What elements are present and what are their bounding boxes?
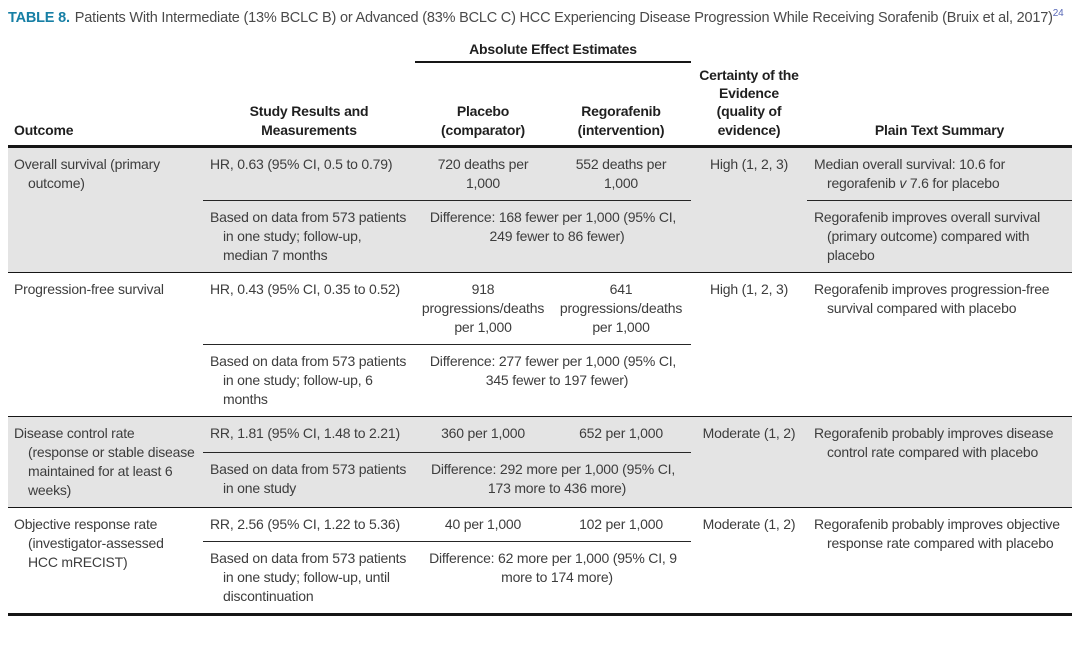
- summary-text: Median overall survival: 10.6 for regorafenib: [814, 155, 1006, 191]
- regorafenib-value-cell: 552 deaths per 1,000: [551, 146, 691, 200]
- column-header-outcome: Outcome: [8, 62, 203, 146]
- column-header-study-results: Study Results and Measurements: [203, 62, 415, 146]
- placebo-value-cell: 720 deaths per 1,000: [415, 146, 551, 200]
- study-result-cell: RR, 2.56 (95% CI, 1.22 to 5.36): [203, 508, 415, 542]
- table-title-text: Patients With Intermediate (13% BCLC B) or Advanced (83% BCLC C) HCC Experiencing Disease Progression While Receiving Sorafenib (Bruix et al, 2017): [74, 9, 1053, 26]
- certainty-cell: High (1, 2, 3): [691, 146, 807, 272]
- header-spacer: [691, 36, 1072, 62]
- table-row: [8, 146, 1072, 200]
- certainty-cell: Moderate (1, 2): [702, 516, 796, 533]
- citation-link[interactable]: 24: [1052, 8, 1064, 19]
- table-caption: [8, 7, 1072, 28]
- study-result-cell: HR, 0.43 (95% CI, 0.35 to 0.52): [203, 272, 415, 344]
- regorafenib-value-cell: 641 progressions/deaths per 1,000: [551, 272, 691, 344]
- study-result-cell: HR, 0.63 (95% CI, 0.5 to 0.79): [203, 146, 415, 200]
- table-header: [8, 36, 1072, 146]
- summary-bottom-cell: Regorafenib improves overall survival (primary outcome) compared with placebo: [807, 200, 1072, 272]
- column-header-plain-text-summary: Plain Text Summary: [807, 62, 1072, 146]
- column-header-certainty: Certainty of the Evidence (quality of evidence): [691, 62, 807, 146]
- difference-cell: Difference: 292 more per 1,000 (95% CI, 173 more to 436 more): [415, 452, 691, 508]
- outcome-cell: Objective response rate (investigator-assessed HCC mRECIST): [14, 516, 164, 571]
- versus-abbreviation: v: [899, 174, 907, 191]
- evidence-table: [8, 36, 1072, 617]
- summary-cell: Regorafenib probably improves objective response rate compared with placebo: [814, 516, 1060, 552]
- study-result-cell: RR, 1.81 (95% CI, 1.48 to 2.21): [203, 417, 415, 453]
- based-on-cell: Based on data from 573 patients in one study; follow-up, 6 months: [203, 345, 415, 417]
- based-on-cell: Based on data from 573 patients in one study: [203, 452, 415, 508]
- column-header-regorafenib: Regorafenib (intervention): [551, 62, 691, 146]
- summary-cell: Regorafenib improves progression-free survival compared with placebo: [807, 272, 1072, 416]
- summary-text: 7.6 for placebo: [906, 174, 1000, 191]
- column-header-placebo: Placebo (comparator): [415, 62, 551, 146]
- difference-cell: Difference: 277 fewer per 1,000 (95% CI, 345 fewer to 197 fewer): [415, 345, 691, 417]
- outcome-cell: Progression-free survival: [8, 272, 203, 416]
- outcome-cell: Overall survival (primary outcome): [8, 146, 203, 272]
- placebo-value-cell: 360 per 1,000: [415, 417, 551, 453]
- certainty-cell: Moderate (1, 2): [691, 417, 807, 508]
- difference-cell: Difference: 62 more per 1,000 (95% CI, 9 more to 174 more): [429, 550, 677, 586]
- summary-cell: Regorafenib probably improves disease control rate compared with placebo: [807, 417, 1072, 508]
- based-on-cell: Based on data from 573 patients in one study; follow-up, median 7 months: [203, 200, 415, 272]
- table-number-label: TABLE 8.: [8, 9, 70, 26]
- based-on-cell: Based on data from 573 patients in one study; follow-up, until discontinuation: [210, 550, 407, 605]
- table-row: [8, 272, 1072, 344]
- difference-cell: Difference: 168 fewer per 1,000 (95% CI, 249 fewer to 86 fewer): [415, 200, 691, 272]
- regorafenib-value-cell: 102 per 1,000: [551, 508, 691, 542]
- certainty-cell: High (1, 2, 3): [691, 272, 807, 416]
- summary-top-cell: [807, 146, 1072, 200]
- table-row: [8, 417, 1072, 453]
- header-spacer: [8, 36, 415, 62]
- outcome-cell: Disease control rate (response or stable disease maintained for at least 6 weeks): [8, 417, 203, 508]
- column-group-absolute-effect: Absolute Effect Estimates: [415, 36, 691, 62]
- table-row: [8, 508, 1072, 542]
- regorafenib-value-cell: 652 per 1,000: [551, 417, 691, 453]
- placebo-value-cell: 40 per 1,000: [415, 508, 551, 542]
- placebo-value-cell: 918 progressions/deaths per 1,000: [415, 272, 551, 344]
